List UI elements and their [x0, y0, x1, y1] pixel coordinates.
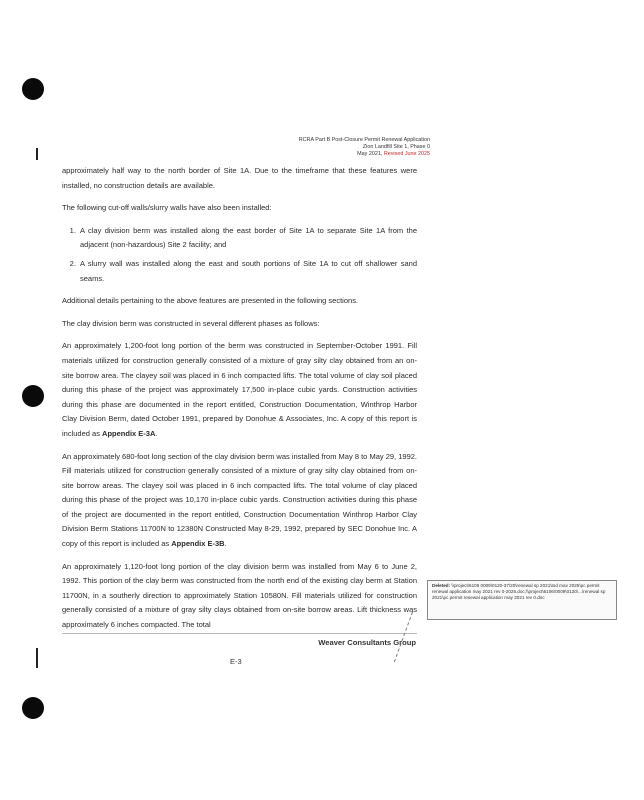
paragraph-text: An approximately 1,200-foot long portion of the berm was constructed in September-October 1991. Fill materials utilized for construction generally consisted of a mixture of gray silty clay obtained from an on-site borrow area. The clayey soil was placed in 6 inch compacted lifts. The total volume of clay soil placed during this phase of the project was approximately 17,500 in-place cubic yards. Construction activities during this phase are documented in the report entitled, Construction Documentation, Winthrop Harbor Clay Division Berm, dated October 1991, prepared by Donohue & Associates, Inc. A copy of this report is included as [62, 341, 417, 438]
footer-divider [62, 633, 417, 634]
header-revised: Revised June 2025 [383, 151, 430, 158]
body-text [62, 164, 417, 641]
paragraph: An approximately 1,120-foot long portion of the clay division berm was installed from May 6 to June 2, 1992. This portion of the clay berm was constructed from the north end of the existing clay berm at Station 11700N, in a southerly direction to approximately Station 10580N. Fill materials utilized for construction generally consisted of a mixture of gray silty clays obtained from on-site borrow areas. Lift thickness was approximately 6 inches compacted. The total [62, 561, 417, 630]
paragraph-text: An approximately 680-foot long section of the clay division berm was installed from May 8 to May 29, 1992. Fill materials utilized for construction generally consisted of a mixture of gray silty clay obtained from on-site borrow areas. The clayey soil was placed in 6 inch compacted lifts. The total volume of clay placed during this phase of the project was 10,170 in-place cubic yards. Construction activities during this phase of the project are documented in the report entitled, Construction Documentation Winthrop Harbor Clay Division Berm Stations 11700N to 12380N Constructed May 8-29, 1992, prepared by SEC Donohue Inc. A copy of this report is included as [62, 451, 417, 549]
paragraph: The clay division berm was constructed in several different phases as follows: [62, 318, 320, 328]
binder-hole [22, 697, 44, 719]
paragraph-end: . [155, 428, 158, 438]
appendix-reference: Appendix E-3A [102, 428, 156, 438]
header-line [299, 151, 430, 158]
header-line: RCRA Part B Post-Closure Permit Renewal Application [298, 137, 430, 143]
paragraph [62, 450, 417, 552]
list-item: 1. A clay division berm was installed along the east border of Site 1A to separate Site 1A from the adjacent (non-hazardous) Site 2 facility; and [78, 224, 417, 253]
running-header [299, 137, 430, 159]
paragraph: Additional details pertaining to the above features are presented in the following sections. [62, 296, 359, 306]
paragraph: approximately half way to the north border of Site 1A. Due to the timeframe that these features were installed, no construction details are available. [62, 166, 417, 190]
paragraph-end: . [224, 539, 227, 549]
paragraph [62, 339, 417, 441]
comment-label: Deleted: [432, 583, 451, 588]
binder-hole [22, 78, 44, 100]
change-bar [36, 648, 38, 668]
paragraph: The following cut-off walls/slurry walls have also been installed: [62, 203, 272, 213]
header-line: Zion Landfill Site 1, Phase 0 [362, 144, 430, 151]
numbered-list [62, 224, 417, 286]
comment-text: \\project\6106 0009\0120-37\20\renewal sp 2021\tod mav 2025\pc permit renewal application may 2021 rev 0-2025.doc;\\project\6106\0009\0120\...\renewal sp 2021\pc permit renewal application may 2021 rev 0.doc [432, 583, 606, 600]
page-number: E-3 [230, 657, 242, 666]
header-date: May 2021, [357, 151, 384, 158]
footer-company: Weaver Consultants Group [318, 638, 416, 647]
tracked-change-comment[interactable] [427, 580, 617, 620]
binder-hole [22, 385, 44, 407]
list-item: 2. A slurry wall was installed along the east and south portions of Site 1A to cut off shallower sand seams. [78, 257, 417, 286]
appendix-reference: Appendix E-3B [171, 539, 225, 549]
change-bar [36, 148, 38, 160]
